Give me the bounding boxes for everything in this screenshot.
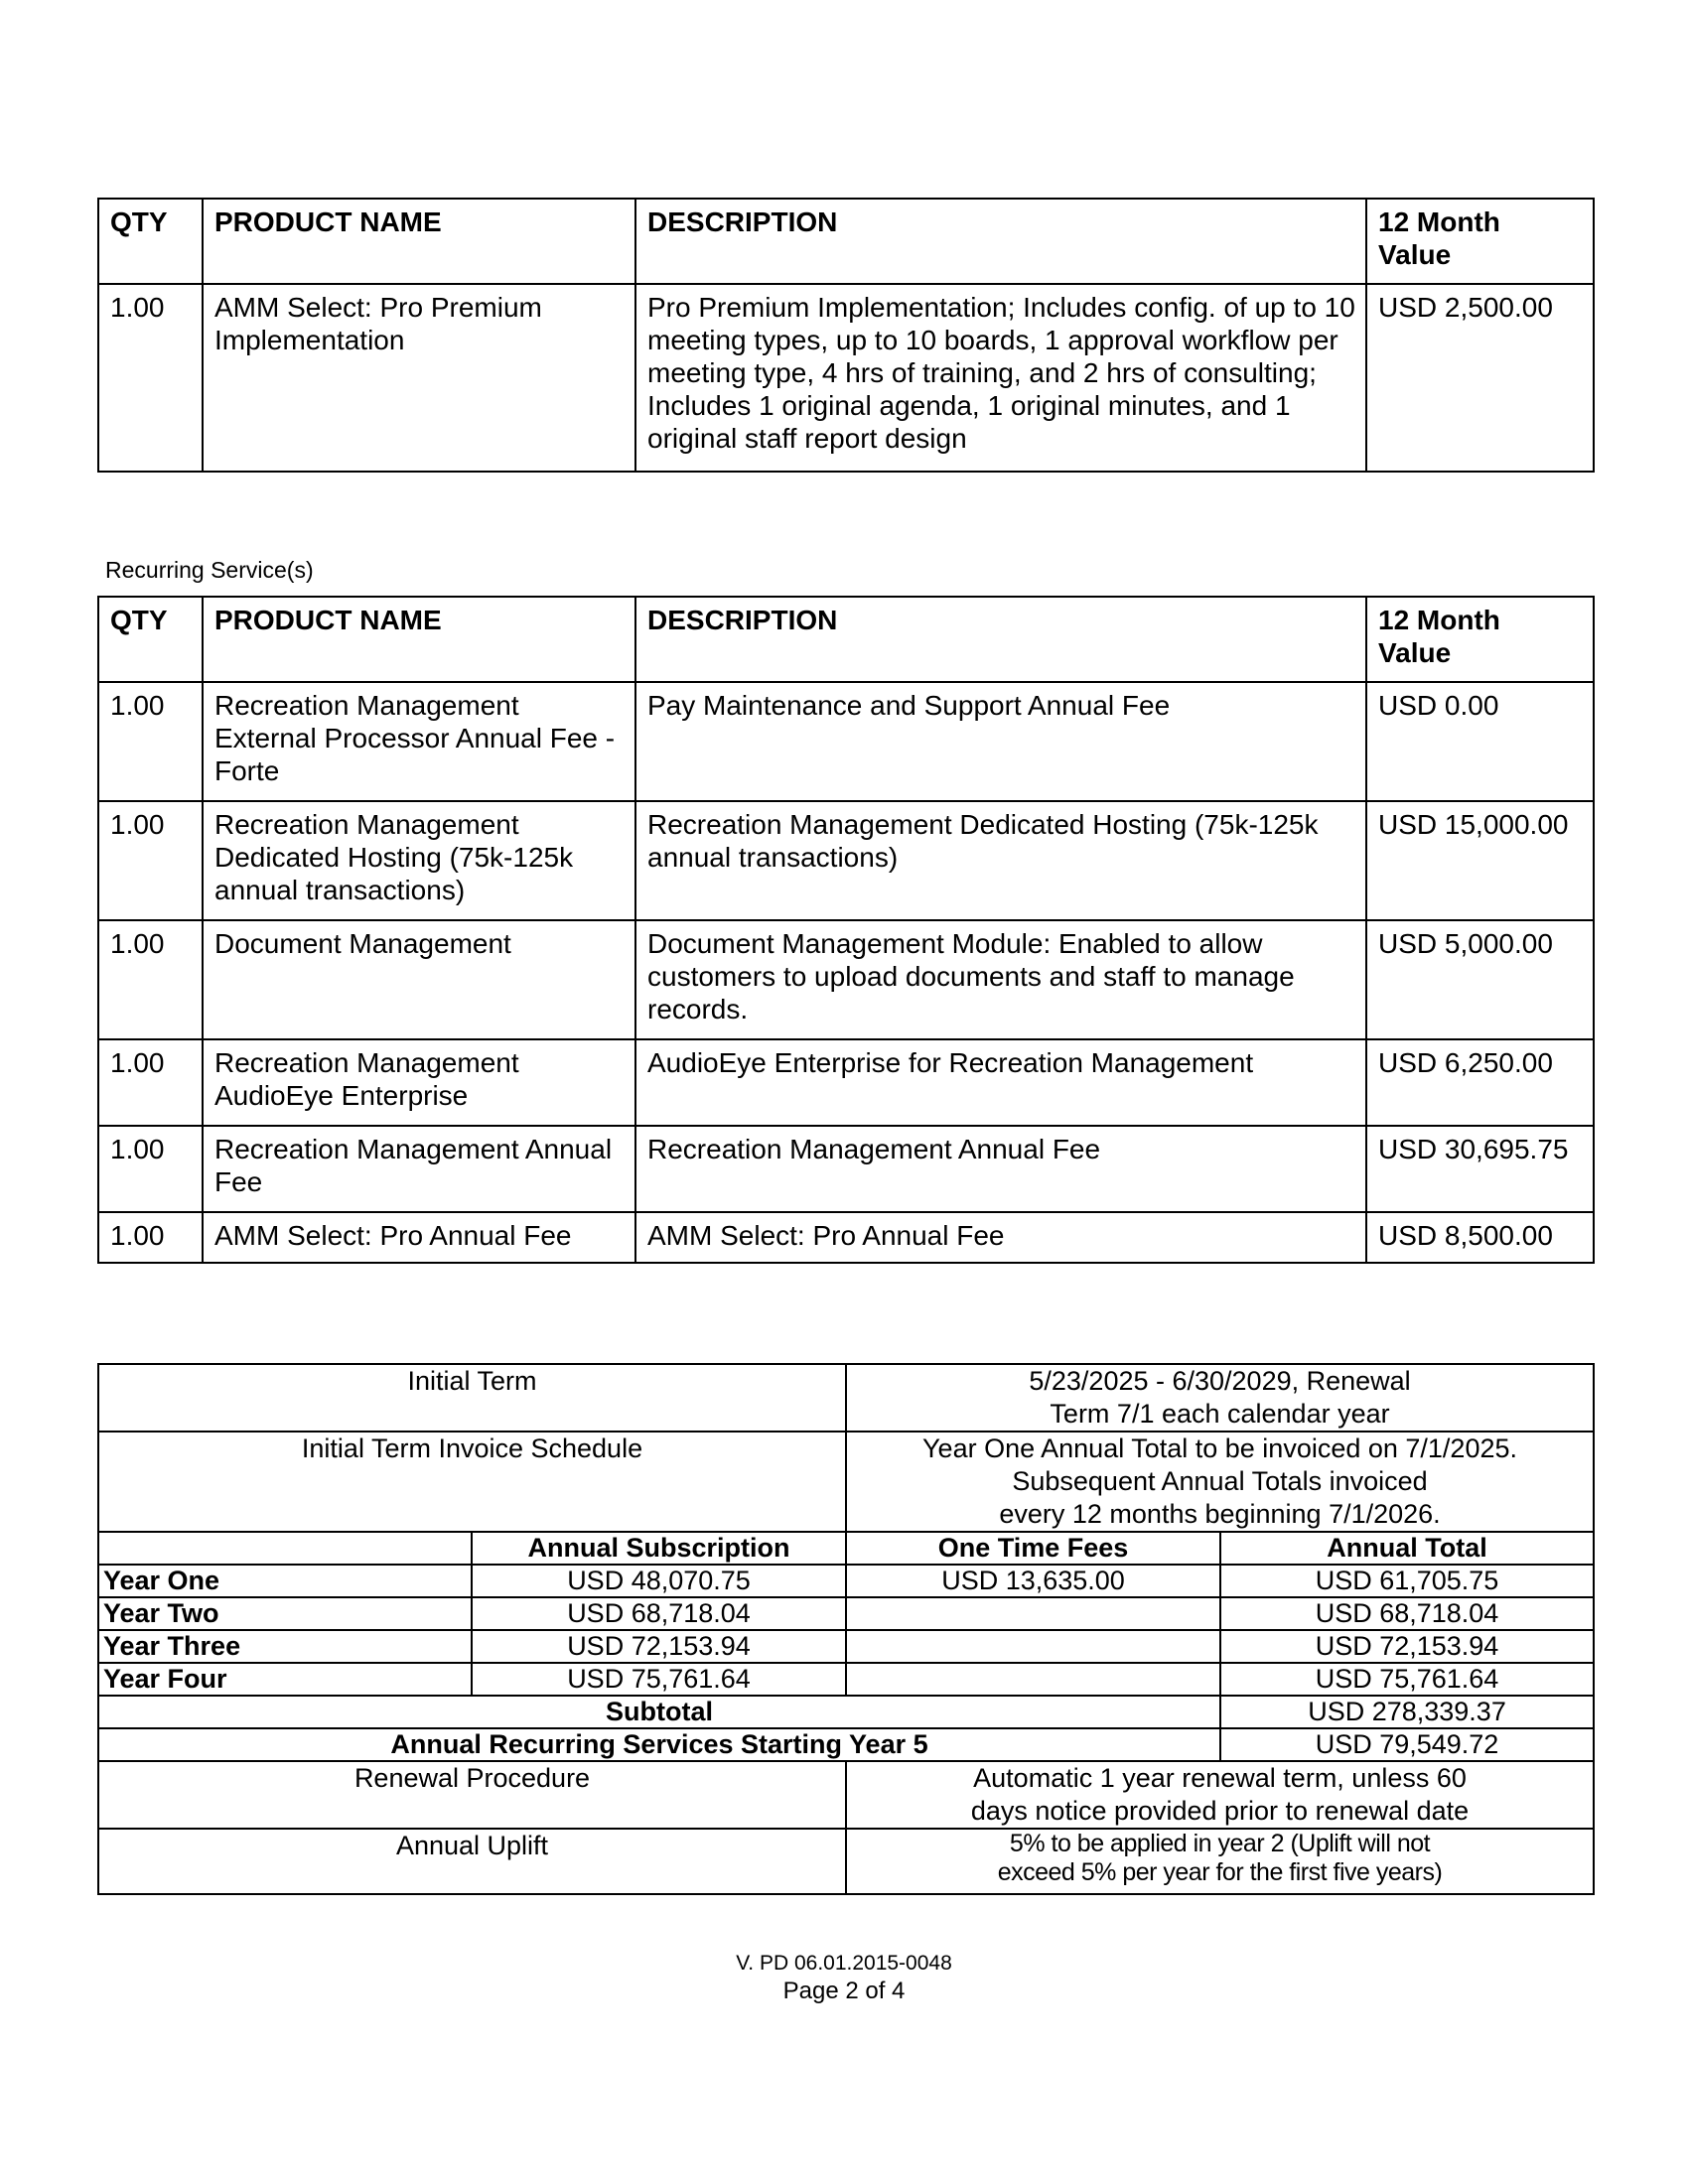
qty-cell: 1.00: [98, 284, 203, 472]
value-cell: USD 0.00: [1366, 682, 1594, 801]
qty-cell: 1.00: [98, 920, 203, 1039]
value-header-line2: Value: [1378, 637, 1452, 668]
recurring-year5-row: [98, 1728, 1594, 1761]
recurring-year5-label: Annual Recurring Services Starting Year 5: [98, 1728, 1220, 1761]
product-name-header: PRODUCT NAME: [203, 597, 635, 682]
year-row: [98, 1663, 1594, 1696]
qty-cell: 1.00: [98, 1212, 203, 1263]
document-version: V. PD 06.01.2015-0048: [736, 1952, 952, 1975]
initial-term-label: Initial Term: [98, 1364, 846, 1432]
one-time-fees-cell: USD 13,635.00: [846, 1565, 1220, 1597]
table-header-row: [98, 199, 1594, 284]
year-row: [98, 1630, 1594, 1663]
table-row: [98, 1126, 1594, 1212]
uplift-value-line1: 5% to be applied in year 2 (Uplift will not: [1009, 1830, 1431, 1857]
year-label: Year Three: [98, 1630, 472, 1663]
year-label: Year Four: [98, 1663, 472, 1696]
invoice-schedule-row: [98, 1432, 1594, 1532]
annual-subscription-cell: USD 72,153.94: [472, 1630, 846, 1663]
page-footer: [0, 1950, 1688, 2005]
subtotal-value: USD 278,339.37: [1220, 1696, 1594, 1728]
year-label: Year One: [98, 1565, 472, 1597]
invoice-schedule-line3: every 12 months beginning 7/1/2026.: [999, 1499, 1441, 1529]
product-cell: Recreation Management AudioEye Enterprise: [203, 1039, 635, 1126]
qty-header: QTY: [98, 597, 203, 682]
invoice-schedule-label: Initial Term Invoice Schedule: [98, 1432, 846, 1532]
description-cell: AudioEye Enterprise for Recreation Management: [635, 1039, 1366, 1126]
value-header: [1366, 597, 1594, 682]
product-cell: Document Management: [203, 920, 635, 1039]
description-cell: Recreation Management Annual Fee: [635, 1126, 1366, 1212]
recurring-services-caption: Recurring Service(s): [105, 557, 314, 583]
table-row: [98, 920, 1594, 1039]
renewal-procedure-value: [846, 1761, 1594, 1829]
initial-term-row: [98, 1364, 1594, 1432]
qty-header: QTY: [98, 199, 203, 284]
annual-subscription-cell: USD 48,070.75: [472, 1565, 846, 1597]
invoice-schedule-value: [846, 1432, 1594, 1532]
renewal-value-line1: Automatic 1 year renewal term, unless 60: [973, 1763, 1467, 1793]
table-row: [98, 284, 1594, 472]
qty-cell: 1.00: [98, 1126, 203, 1212]
year-columns-header-row: [98, 1532, 1594, 1565]
description-cell: Recreation Management Dedicated Hosting (75k-125k annual transactions): [635, 801, 1366, 920]
table-header-row: [98, 597, 1594, 682]
table-row: [98, 682, 1594, 801]
annual-uplift-value: [846, 1829, 1594, 1894]
blank-header-cell: [98, 1532, 472, 1565]
annual-subscription-cell: USD 68,718.04: [472, 1597, 846, 1630]
one-time-fees-cell: [846, 1630, 1220, 1663]
initial-term-value-line2: Term 7/1 each calendar year: [1050, 1399, 1390, 1429]
recurring-year5-value: USD 79,549.72: [1220, 1728, 1594, 1761]
qty-cell: 1.00: [98, 801, 203, 920]
table-row: [98, 1212, 1594, 1263]
year-label: Year Two: [98, 1597, 472, 1630]
description-header: DESCRIPTION: [635, 597, 1366, 682]
subtotal-label: Subtotal: [98, 1696, 1220, 1728]
term-summary-table: [97, 1363, 1595, 1895]
annual-subscription-cell: USD 75,761.64: [472, 1663, 846, 1696]
value-cell: USD 5,000.00: [1366, 920, 1594, 1039]
product-cell: AMM Select: Pro Premium Implementation: [203, 284, 635, 472]
table-row: [98, 1039, 1594, 1126]
one-time-fees-cell: [846, 1597, 1220, 1630]
annual-total-cell: USD 75,761.64: [1220, 1663, 1594, 1696]
value-header-line1: 12 Month: [1378, 605, 1500, 635]
page-number: Page 2 of 4: [782, 1978, 906, 2004]
annual-subscription-header: Annual Subscription: [472, 1532, 846, 1565]
one-time-fees-header: One Time Fees: [846, 1532, 1220, 1565]
renewal-procedure-row: [98, 1761, 1594, 1829]
description-cell: Document Management Module: Enabled to allow customers to upload documents and staff to manage records.: [635, 920, 1366, 1039]
value-cell: USD 2,500.00: [1366, 284, 1594, 472]
description-cell: Pro Premium Implementation; Includes config. of up to 10 meeting types, up to 10 boards, 1 approval workflow per meeting type, 4 hrs of training, and 2 hrs of consulting; Includes 1 original agenda, 1 original minutes, and 1 original staff report design: [635, 284, 1366, 472]
value-cell: USD 6,250.00: [1366, 1039, 1594, 1126]
initial-term-value-line1: 5/23/2025 - 6/30/2029, Renewal: [1029, 1366, 1411, 1396]
value-header-line1: 12 Month: [1378, 206, 1500, 237]
qty-cell: 1.00: [98, 682, 203, 801]
table-row: [98, 801, 1594, 920]
value-header: [1366, 199, 1594, 284]
uplift-value-line2: exceed 5% per year for the first five years): [997, 1858, 1443, 1886]
recurring-services-table: [97, 596, 1595, 1264]
value-cell: USD 30,695.75: [1366, 1126, 1594, 1212]
value-header-line2: Value: [1378, 239, 1452, 270]
invoice-schedule-line2: Subsequent Annual Totals invoiced: [1012, 1466, 1428, 1496]
value-cell: USD 8,500.00: [1366, 1212, 1594, 1263]
invoice-schedule-line1: Year One Annual Total to be invoiced on 7/1/2025.: [922, 1433, 1518, 1463]
annual-total-cell: USD 68,718.04: [1220, 1597, 1594, 1630]
initial-term-value: [846, 1364, 1594, 1432]
annual-uplift-label: Annual Uplift: [98, 1829, 846, 1894]
qty-cell: 1.00: [98, 1039, 203, 1126]
year-row: [98, 1565, 1594, 1597]
description-cell: AMM Select: Pro Annual Fee: [635, 1212, 1366, 1263]
year-row: [98, 1597, 1594, 1630]
product-cell: Recreation Management Dedicated Hosting (75k-125k annual transactions): [203, 801, 635, 920]
annual-total-cell: USD 72,153.94: [1220, 1630, 1594, 1663]
value-cell: USD 15,000.00: [1366, 801, 1594, 920]
product-cell: Recreation Management Annual Fee: [203, 1126, 635, 1212]
product-name-header: PRODUCT NAME: [203, 199, 635, 284]
annual-total-cell: USD 61,705.75: [1220, 1565, 1594, 1597]
description-header: DESCRIPTION: [635, 199, 1366, 284]
annual-total-header: Annual Total: [1220, 1532, 1594, 1565]
annual-uplift-row: [98, 1829, 1594, 1894]
subtotal-row: [98, 1696, 1594, 1728]
one-time-products-table: [97, 198, 1595, 473]
description-cell: Pay Maintenance and Support Annual Fee: [635, 682, 1366, 801]
product-cell: AMM Select: Pro Annual Fee: [203, 1212, 635, 1263]
renewal-value-line2: days notice provided prior to renewal date: [970, 1796, 1470, 1826]
renewal-procedure-label: Renewal Procedure: [98, 1761, 846, 1829]
product-cell: Recreation Management External Processor Annual Fee - Forte: [203, 682, 635, 801]
one-time-fees-cell: [846, 1663, 1220, 1696]
